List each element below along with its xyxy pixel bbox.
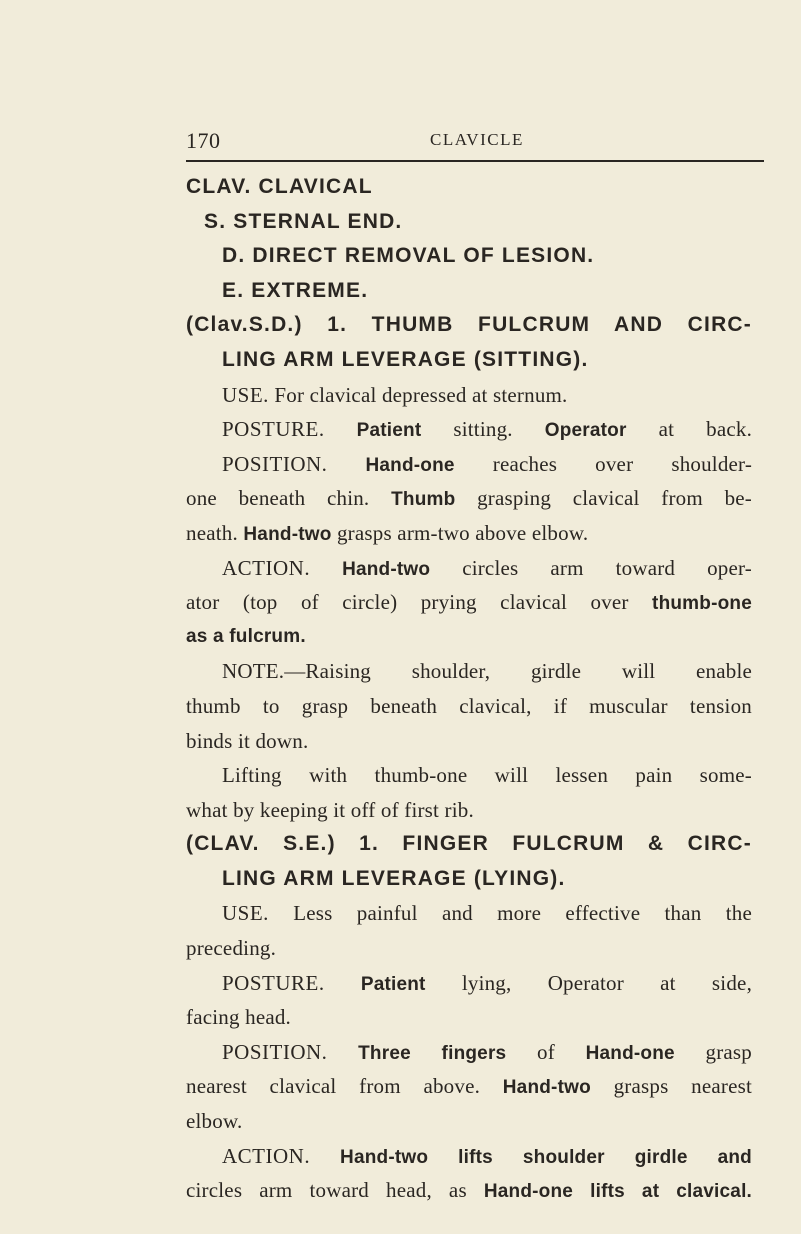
action-paragraph-sitting-line1 [186, 551, 752, 586]
position-text: one beneath chin. [186, 486, 370, 511]
position-text: of [537, 1039, 555, 1064]
position-text: nearest clavical from above. [186, 1074, 481, 1099]
technique-title-lying-line1: (CLAV. S.E.) 1. FINGER FULCRUM & CIRC- [186, 832, 752, 856]
position-paragraph-lying-line2 [186, 1069, 752, 1104]
posture-paragraph-lying-line1 [186, 966, 752, 1001]
header-rule [186, 160, 764, 162]
heading-extreme: E. EXTREME. [222, 278, 369, 302]
running-head [186, 128, 766, 156]
position-paragraph-lying-line1 [186, 1035, 752, 1070]
position-paragraph-lying-line3: elbow. [186, 1109, 243, 1134]
action-text: circles arm toward head, as [186, 1178, 467, 1203]
position-text: neath. [186, 520, 238, 545]
use-label: USE. [222, 382, 269, 407]
action-label: ACTION. [222, 555, 311, 580]
page-body [186, 170, 752, 1208]
posture-sitting: sitting. [453, 417, 513, 442]
action-text: circles arm toward oper- [462, 555, 752, 580]
use-paragraph-lying-line1 [186, 896, 752, 931]
use-label: USE. [222, 901, 269, 926]
posture-at-back: at back. [658, 417, 753, 442]
running-title: CLAVICLE [430, 130, 524, 149]
technique-title-lying-line2: LING ARM LEVERAGE (LYING). [222, 866, 566, 890]
position-three-fingers: Three fingers [358, 1042, 507, 1064]
posture-operator: Operator [547, 970, 624, 995]
action-paragraph-lying-line1 [186, 1139, 752, 1174]
technique-title-sitting-line1: (Clav.S.D.) 1. THUMB FULCRUM AND CIRC- [186, 313, 752, 337]
position-hand-one: Hand-one [585, 1042, 675, 1064]
position-hand-one: Hand-one [365, 454, 455, 476]
heading-direct-removal: D. DIRECT REMOVAL OF LESION. [222, 244, 595, 268]
posture-paragraph-sitting [186, 412, 752, 447]
position-text: grasping clavical from be- [477, 486, 752, 511]
action-text: lifts shoulder girdle and [458, 1146, 752, 1168]
position-text: grasps arm-two above elbow. [336, 520, 589, 545]
action-thumb-one: thumb-one [652, 593, 752, 615]
use-paragraph-lying-line2: preceding. [186, 936, 277, 961]
heading-clav: CLAV. CLAVICAL [186, 175, 373, 198]
lifting-paragraph-line2: what by keeping it off of first rib. [186, 797, 474, 822]
note-paragraph-line2: thumb to grasp beneath clavical, if muscular tension [186, 693, 752, 718]
action-paragraph-lying-line2 [186, 1173, 752, 1208]
page-number: 170 [186, 128, 221, 153]
position-text: grasp [705, 1039, 752, 1064]
position-paragraph-sitting-line1 [186, 447, 752, 482]
posture-patient: Patient [360, 973, 426, 995]
lifting-paragraph-line1: Lifting with thumb-one will lessen pain some- [222, 763, 752, 788]
action-text: ator (top of circle) prying clavical over [186, 590, 629, 615]
action-text: lifts at clavical. [590, 1181, 753, 1203]
action-paragraph-sitting-line2 [186, 585, 752, 620]
position-label: POSITION. [222, 1039, 328, 1064]
action-hand-two: Hand-two [342, 558, 431, 580]
posture-at-side: at side, [660, 970, 753, 995]
action-hand-one: Hand-one [483, 1181, 574, 1203]
use-text: For clavical depressed at sternum. [274, 382, 568, 407]
position-label: POSITION. [222, 451, 328, 476]
position-hand-two: Hand-two [243, 523, 332, 545]
position-hand-two: Hand-two [502, 1077, 591, 1099]
heading-sternal-end: S. STERNAL END. [204, 209, 403, 233]
use-paragraph-sitting [186, 378, 752, 413]
position-text: reaches over shoulder- [492, 451, 753, 476]
position-paragraph-sitting-line2 [186, 481, 752, 516]
posture-paragraph-lying-line2: facing head. [186, 1005, 292, 1030]
action-paragraph-sitting-line3: as a fulcrum. [186, 625, 306, 647]
action-hand-two: Hand-two [340, 1146, 429, 1168]
note-paragraph-line3: binds it down. [186, 728, 309, 753]
technique-title-sitting-line2: LING ARM LEVERAGE (SITTING). [222, 347, 589, 371]
posture-lying: lying, [461, 970, 512, 995]
posture-label: POSTURE. [222, 417, 325, 442]
position-thumb: Thumb [391, 489, 456, 511]
posture-patient: Patient [356, 420, 422, 442]
use-text: Less painful and more effective than the [293, 901, 752, 926]
action-label: ACTION. [222, 1143, 311, 1168]
position-paragraph-sitting-line3 [186, 516, 752, 551]
posture-operator: Operator [544, 420, 627, 442]
posture-label: POSTURE. [222, 970, 325, 995]
position-text: grasps nearest [613, 1074, 753, 1099]
note-paragraph-line1: NOTE.—Raising shoulder, girdle will enable [222, 659, 752, 684]
